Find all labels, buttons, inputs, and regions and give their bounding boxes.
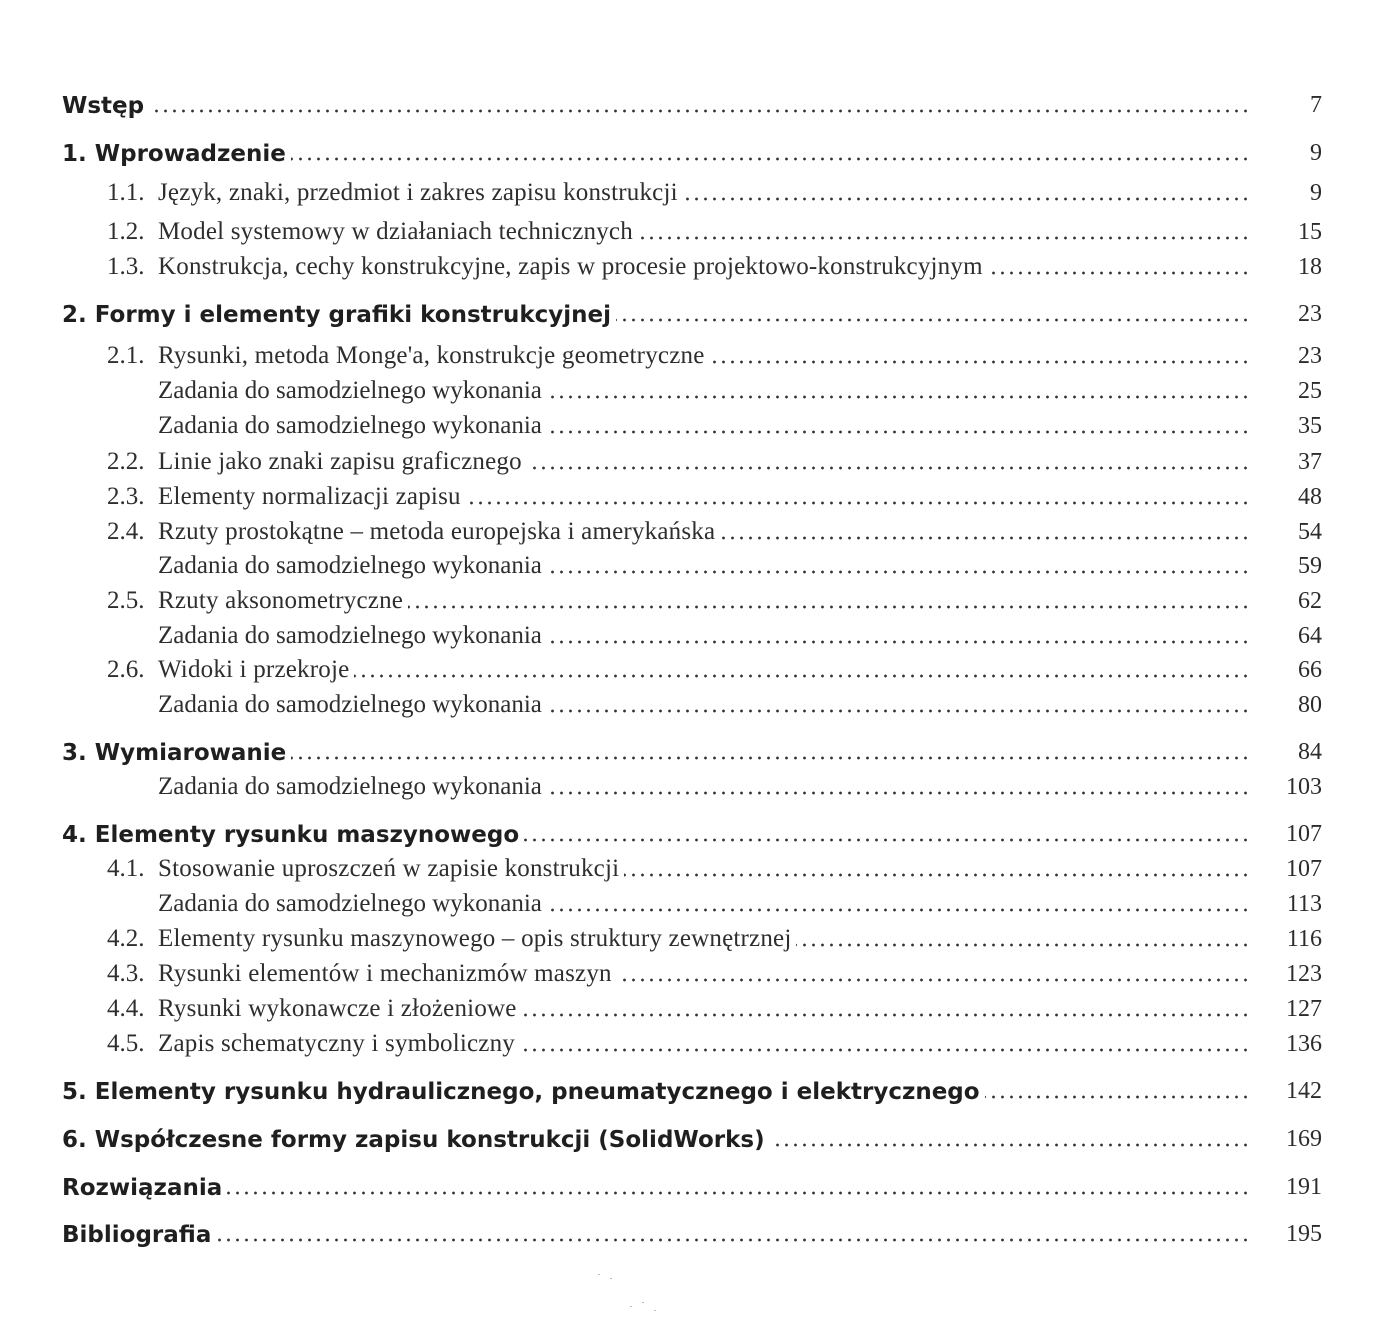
toc-entry-page: 142 [1286, 1078, 1322, 1104]
dot-leader [617, 977, 1250, 983]
toc-entry-title: Rozwiązania [62, 1175, 227, 1201]
dot-leader [149, 108, 1250, 114]
toc-entry [0, 765, 1382, 805]
toc-entry-title: Rzuty prostokątne – metoda europejska i amerykańska [158, 518, 720, 546]
dot-leader [466, 500, 1250, 506]
toc-entry-number: 2.3. [107, 483, 145, 510]
toc-entry-page: 107 [1286, 821, 1322, 847]
toc-entry-number: 4.2. [107, 925, 145, 952]
toc-entry-title: Konstrukcja, cechy konstrukcyjne, zapis w procesie projektowo-konstrukcyjnym [158, 253, 988, 281]
toc-entry-title: Zadania do samodzielnego wykonania [158, 552, 547, 580]
dot-leader [720, 535, 1250, 541]
toc-entry-title: Zadania do samodzielnego wykonania [158, 412, 547, 440]
toc-entry-page: 64 [1298, 623, 1322, 649]
toc-entry-page: 7 [1310, 92, 1322, 118]
toc-entry-title: 2. Formy i elementy grafiki konstrukcyjnej [62, 302, 616, 328]
toc-entry-title: Stosowanie uproszczeń w zapisie konstrukcji [158, 855, 624, 883]
toc-entry [0, 83, 1382, 123]
toc-entry-title: Język, znaki, przedmiot i zakres zapisu konstrukcji [158, 179, 683, 207]
toc-entry-page: 37 [1298, 449, 1322, 475]
toc-entry-title: Linie jako znaki zapisu graficznego [158, 448, 527, 476]
toc-entry-page: 25 [1298, 378, 1322, 404]
dot-leader [527, 465, 1250, 471]
toc-entry-title: 5. Elementy rysunku hydraulicznego, pneumatycznego i elektrycznego [62, 1079, 985, 1105]
toc-entry [0, 847, 1382, 887]
toc-entry-title: 6. Współczesne formy zapisu konstrukcji (SolidWorks) [62, 1127, 770, 1153]
toc-entry-page: 66 [1298, 657, 1322, 683]
toc-entry-page: 54 [1298, 519, 1322, 545]
toc-entry-page: 113 [1286, 891, 1322, 917]
toc-entry-page: 103 [1286, 774, 1322, 800]
dot-leader [522, 1012, 1250, 1018]
toc-entry-number: 2.5. [107, 587, 145, 614]
toc-entry [0, 579, 1382, 619]
toc-entry-number: 4.3. [107, 960, 145, 987]
toc-entry-page: 136 [1286, 1031, 1322, 1057]
toc-entry [0, 171, 1382, 211]
dot-leader [547, 907, 1250, 913]
dot-leader [988, 270, 1250, 276]
dot-leader [547, 708, 1250, 714]
toc-entry-title: 1. Wprowadzenie [62, 141, 291, 167]
toc-entry [0, 1022, 1382, 1062]
toc-entry-number: 2.1. [107, 342, 145, 369]
toc-entry-title: Rzuty aksonometryczne [158, 587, 408, 615]
toc-entry [0, 917, 1382, 957]
toc-entry [0, 131, 1382, 171]
toc-entry-page: 18 [1298, 254, 1322, 280]
toc-entry [0, 730, 1382, 770]
toc-entry [0, 812, 1382, 852]
toc-entry [0, 245, 1382, 285]
dot-leader [520, 1047, 1250, 1053]
toc-entry [0, 987, 1382, 1027]
toc-entry-page: 35 [1298, 413, 1322, 439]
dot-leader [638, 235, 1250, 241]
toc-entry [0, 475, 1382, 515]
toc-entry [0, 648, 1382, 688]
toc-entry-page: 123 [1286, 961, 1322, 987]
dot-leader [616, 317, 1250, 323]
toc-entry-title: Zadania do samodzielnego wykonania [158, 622, 547, 650]
toc-entry [0, 1069, 1382, 1109]
dot-leader [547, 429, 1250, 435]
dot-leader [216, 1237, 1250, 1243]
toc-entry-page: 127 [1286, 996, 1322, 1022]
toc-entry [0, 544, 1382, 584]
toc-entry-title: Model systemowy w działaniach technicznych [158, 218, 638, 246]
dot-leader [547, 569, 1250, 575]
toc-entry [0, 882, 1382, 922]
toc-entry-number: 2.2. [107, 448, 145, 475]
dot-leader [683, 196, 1250, 202]
dot-leader [524, 837, 1250, 843]
dot-leader [408, 604, 1250, 610]
toc-entry-page: 191 [1286, 1174, 1322, 1200]
toc-entry-number: 1.3. [107, 253, 145, 280]
toc-entry [0, 369, 1382, 409]
toc-entry-page: 59 [1298, 553, 1322, 579]
toc-entry-title: Widoki i przekroje [158, 656, 354, 684]
toc-entry [0, 210, 1382, 250]
toc-entry-page: 9 [1310, 180, 1322, 206]
toc-entry [0, 1212, 1382, 1252]
toc-entry-title: Rysunki, metoda Monge'a, konstrukcje geometryczne [158, 342, 710, 370]
toc-entry-number: 1.2. [107, 218, 145, 245]
toc-entry-page: 107 [1286, 856, 1322, 882]
toc-entry-page: 48 [1298, 484, 1322, 510]
dot-leader [710, 359, 1250, 365]
toc-entry [0, 440, 1382, 480]
toc-entry-page: 23 [1298, 343, 1322, 369]
dot-leader [985, 1094, 1250, 1100]
dot-leader [796, 942, 1250, 948]
scan-specks [590, 1270, 670, 1320]
toc-entry [0, 334, 1382, 374]
dot-leader [624, 872, 1250, 878]
toc-entry-title: Zadania do samodzielnego wykonania [158, 691, 547, 719]
toc-entry-number: 4.5. [107, 1030, 145, 1057]
toc-entry [0, 1165, 1382, 1205]
toc-entry-title: Wstęp [62, 93, 149, 119]
toc-entry-page: 84 [1298, 739, 1322, 765]
toc-entry-number: 4.4. [107, 995, 145, 1022]
dot-leader [291, 755, 1250, 761]
toc-entry-title: Zadania do samodzielnego wykonania [158, 890, 547, 918]
toc-entry-title: Bibliografia [62, 1222, 216, 1248]
toc-entry-title: Zapis schematyczny i symboliczny [158, 1030, 520, 1058]
toc-entry [0, 1117, 1382, 1157]
dot-leader [547, 639, 1250, 645]
toc-entry-number: 2.6. [107, 656, 145, 683]
toc-entry [0, 952, 1382, 992]
toc-entry-title: 3. Wymiarowanie [62, 740, 291, 766]
toc-entry [0, 683, 1382, 723]
toc-entry-number: 2.4. [107, 518, 145, 545]
toc-entry-page: 169 [1286, 1126, 1322, 1152]
toc-entry-title: Rysunki wykonawcze i złożeniowe [158, 995, 522, 1023]
toc-entry-number: 1.1. [107, 179, 145, 206]
toc-entry-title: Zadania do samodzielnego wykonania [158, 773, 547, 801]
dot-leader [291, 156, 1250, 162]
toc-entry-page: 15 [1298, 219, 1322, 245]
toc-entry-title: Zadania do samodzielnego wykonania [158, 377, 547, 405]
toc-entry-page: 195 [1286, 1221, 1322, 1247]
toc-entry-page: 62 [1298, 588, 1322, 614]
toc-entry-title: Elementy normalizacji zapisu [158, 483, 466, 511]
dot-leader [547, 394, 1250, 400]
dot-leader [354, 673, 1250, 679]
toc-entry-title: Rysunki elementów i mechanizmów maszyn [158, 960, 617, 988]
toc-entry-number: 4.1. [107, 855, 145, 882]
toc-entry-page: 9 [1310, 140, 1322, 166]
toc-entry-title: Elementy rysunku maszynowego – opis struktury zewnętrznej [158, 925, 796, 953]
dot-leader [547, 790, 1250, 796]
toc-entry-page: 23 [1298, 301, 1322, 327]
toc-entry-title: 4. Elementy rysunku maszynowego [62, 822, 524, 848]
toc-entry-page: 80 [1298, 692, 1322, 718]
toc-entry [0, 292, 1382, 332]
dot-leader [227, 1190, 1250, 1196]
toc-entry [0, 404, 1382, 444]
dot-leader [770, 1142, 1250, 1148]
toc-entry-page: 116 [1286, 926, 1322, 952]
